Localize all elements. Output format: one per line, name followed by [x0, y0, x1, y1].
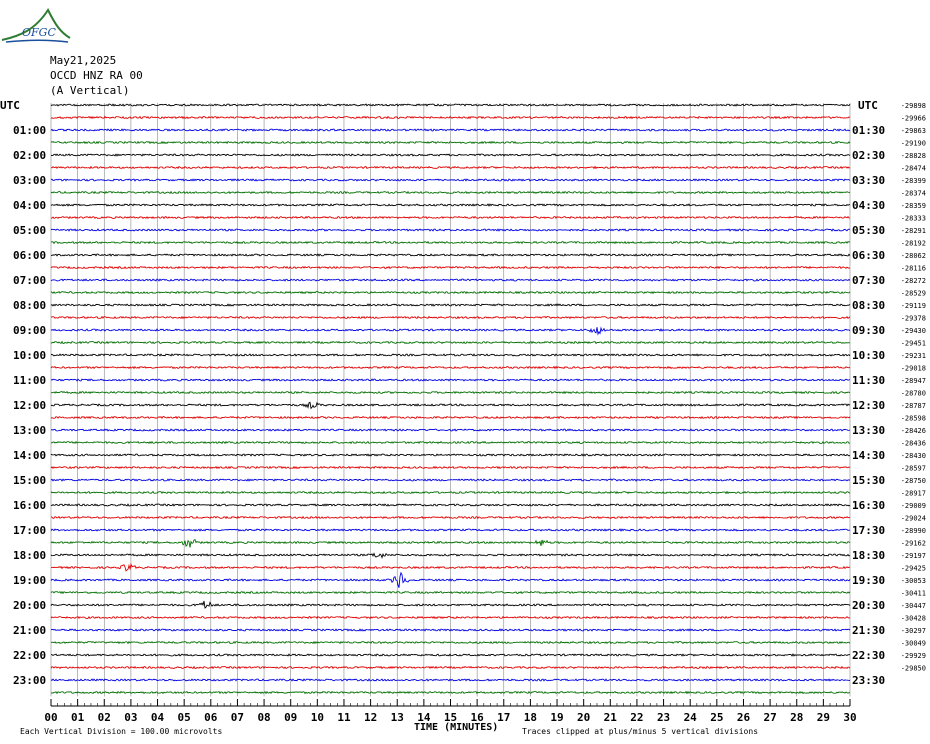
trace-offset-label: -29119	[900, 302, 926, 310]
utc-hour-label: 10:00	[13, 349, 47, 362]
x-tick-label: 06	[204, 711, 218, 724]
utc-halfhour-label: 02:30	[852, 149, 886, 162]
trace-offset-label: -28192	[900, 239, 926, 248]
trace-offset-label: -30447	[900, 602, 926, 610]
utc-halfhour-label: 03:30	[852, 174, 886, 187]
utc-hour-label: 15:00	[13, 474, 47, 487]
utc-hour-label: 12:00	[13, 399, 47, 412]
trace-offset-label: -28291	[900, 227, 926, 235]
x-tick-label: 13	[390, 711, 404, 724]
trace-offset-label: -29430	[900, 327, 926, 335]
utc-halfhour-label: 01:30	[852, 124, 886, 137]
x-tick-label: 20	[577, 711, 591, 724]
utc-halfhour-label: 09:30	[852, 324, 886, 337]
trace-offset-label: -29018	[900, 364, 926, 373]
utc-halfhour-label: 10:30	[852, 349, 886, 362]
trace-offset-label: -28374	[900, 189, 926, 198]
x-tick-label: 12	[363, 711, 378, 724]
trace-offset-label: -29425	[900, 564, 926, 573]
trace-offset-label: -29850	[900, 664, 926, 673]
utc-hour-label: 14:00	[13, 449, 47, 462]
trace-offset-label: -30428	[900, 614, 926, 623]
utc-halfhour-label: 15:30	[852, 474, 886, 487]
utc-halfhour-label: 18:30	[852, 549, 886, 562]
scale-note: Each Vertical Division = 100.00 microvolts	[20, 727, 223, 736]
utc-hour-label: 22:00	[13, 649, 47, 662]
utc-hour-label: 01:00	[13, 124, 47, 137]
utc-halfhour-label: 13:30	[852, 424, 886, 437]
utc-halfhour-label: 11:30	[852, 374, 886, 387]
x-tick-label: 02	[97, 711, 111, 724]
trace-offset-label: -28359	[900, 202, 926, 210]
trace-offset-label: -29009	[900, 502, 926, 510]
logo-text: OFGC	[22, 26, 56, 39]
x-tick-label: 17	[497, 711, 511, 724]
x-tick-label: 07	[230, 711, 245, 724]
trace-offset-label: -28597	[900, 464, 926, 473]
trace-offset-label: -29162	[900, 539, 926, 548]
trace-offset-label: -28426	[900, 427, 926, 435]
utc-hour-label: 11:00	[13, 374, 47, 387]
utc-hour-label: 17:00	[13, 524, 47, 537]
utc-halfhour-label: 22:30	[852, 649, 886, 662]
trace-offset-label: -29451	[900, 339, 926, 348]
trace-offset-label: -30049	[900, 639, 926, 648]
utc-hour-label: 13:00	[13, 424, 47, 437]
trace-offset-label: -28529	[900, 289, 926, 298]
trace-offset-label: -29863	[900, 127, 926, 135]
trace-line	[51, 654, 850, 656]
utc-halfhour-label: 20:30	[852, 599, 886, 612]
utc-halfhour-label: 05:30	[852, 224, 886, 237]
x-tick-label: 29	[816, 711, 830, 724]
x-tick-label: 18	[523, 711, 538, 724]
trace-line	[51, 529, 850, 531]
trace-offset-label: -29231	[900, 352, 926, 360]
utc-halfhour-label: 06:30	[852, 249, 886, 262]
trace-offset-label: -28116	[900, 264, 926, 273]
utc-halfhour-label: 16:30	[852, 499, 886, 512]
x-tick-label: 03	[124, 711, 138, 724]
trace-offset-label: -30411	[900, 589, 926, 598]
utc-hour-label: 20:00	[13, 599, 47, 612]
utc-halfhour-label: 12:30	[852, 399, 886, 412]
trace-offset-label: -28828	[900, 152, 926, 160]
right-axis-title: UTC	[858, 99, 878, 112]
x-axis-title: TIME (MINUTES)	[414, 722, 499, 733]
utc-halfhour-label: 17:30	[852, 524, 886, 537]
trace-offset-label: -28750	[900, 477, 926, 485]
trace-offset-label: -28787	[900, 402, 926, 410]
x-tick-label: 08	[257, 711, 271, 724]
trace-offset-label: -29378	[900, 314, 926, 323]
utc-hour-label: 23:00	[13, 674, 47, 687]
trace-offset-label: -29197	[900, 552, 926, 560]
trace-offset-label: -28598	[900, 414, 926, 423]
trace-offset-label: -28430	[900, 452, 926, 460]
utc-hour-label: 21:00	[13, 624, 47, 637]
x-tick-label: 11	[337, 711, 351, 724]
x-tick-label: 09	[284, 711, 298, 724]
utc-halfhour-label: 21:30	[852, 624, 886, 637]
trace-offset-label: -28947	[900, 377, 926, 385]
x-tick-label: 01	[71, 711, 85, 724]
trace-offset-label: -28333	[900, 214, 926, 223]
utc-hour-label: 08:00	[13, 299, 47, 312]
utc-halfhour-label: 23:30	[852, 674, 886, 687]
utc-hour-label: 04:00	[13, 199, 47, 212]
utc-halfhour-label: 14:30	[852, 449, 886, 462]
utc-hour-label: 09:00	[13, 324, 47, 337]
x-tick-label: 27	[763, 711, 777, 724]
x-tick-label: 14	[417, 711, 431, 724]
left-axis-title: UTC	[0, 99, 20, 112]
x-tick-label: 05	[177, 711, 191, 724]
trace-offset-label: -29190	[900, 139, 926, 148]
component-label: (A Vertical)	[50, 84, 130, 97]
trace-offset-label: -30297	[900, 627, 926, 635]
utc-hour-label: 07:00	[13, 274, 47, 287]
utc-halfhour-label: 07:30	[852, 274, 886, 287]
trace-offset-label: -28917	[900, 489, 926, 498]
utc-hour-label: 06:00	[13, 249, 47, 262]
x-tick-label: 25	[710, 711, 724, 724]
trace-offset-label: -28062	[900, 252, 926, 260]
utc-hour-label: 19:00	[13, 574, 47, 587]
utc-hour-label: 02:00	[13, 149, 47, 162]
trace-offset-label: -28780	[900, 389, 926, 398]
trace-offset-label: -29929	[900, 652, 926, 660]
utc-hour-label: 18:00	[13, 549, 47, 562]
x-tick-label: 16	[470, 711, 484, 724]
x-tick-label: 26	[736, 711, 751, 724]
x-tick-label: 04	[150, 711, 165, 724]
trace-offset-label: -29024	[900, 514, 926, 523]
x-tick-label: 21	[603, 711, 617, 724]
trace-offset-label: -29898	[900, 102, 926, 110]
x-tick-label: 30	[843, 711, 857, 724]
utc-halfhour-label: 04:30	[852, 199, 886, 212]
trace-line	[51, 667, 850, 669]
trace-offset-label: -30053	[900, 577, 926, 585]
clip-note: Traces clipped at plus/minus 5 vertical divisions	[522, 727, 759, 736]
x-tick-label: 24	[683, 711, 697, 724]
trace-offset-label: -28990	[900, 527, 926, 535]
station-label: OCCD HNZ RA 00	[50, 69, 143, 82]
utc-halfhour-label: 08:30	[852, 299, 886, 312]
utc-halfhour-label: 19:30	[852, 574, 886, 587]
x-tick-label: 28	[790, 711, 804, 724]
utc-hour-label: 16:00	[13, 499, 47, 512]
trace-offset-label: -28474	[900, 164, 926, 173]
trace-offset-label: -28399	[900, 177, 926, 185]
x-tick-label: 10	[310, 711, 324, 724]
date-label: May21,2025	[50, 54, 117, 67]
trace-offset-label: -28436	[900, 439, 926, 448]
utc-hour-label: 05:00	[13, 224, 47, 237]
utc-hour-label: 03:00	[13, 174, 47, 187]
x-tick-label: 22	[630, 711, 644, 724]
trace-offset-label: -29966	[900, 114, 926, 123]
x-tick-label: 15	[443, 711, 458, 724]
trace-line	[51, 629, 850, 631]
x-tick-label: 19	[550, 711, 564, 724]
trace-offset-label: -28272	[900, 277, 926, 285]
x-tick-label: 23	[656, 711, 671, 724]
x-tick-label: 00	[44, 711, 58, 724]
